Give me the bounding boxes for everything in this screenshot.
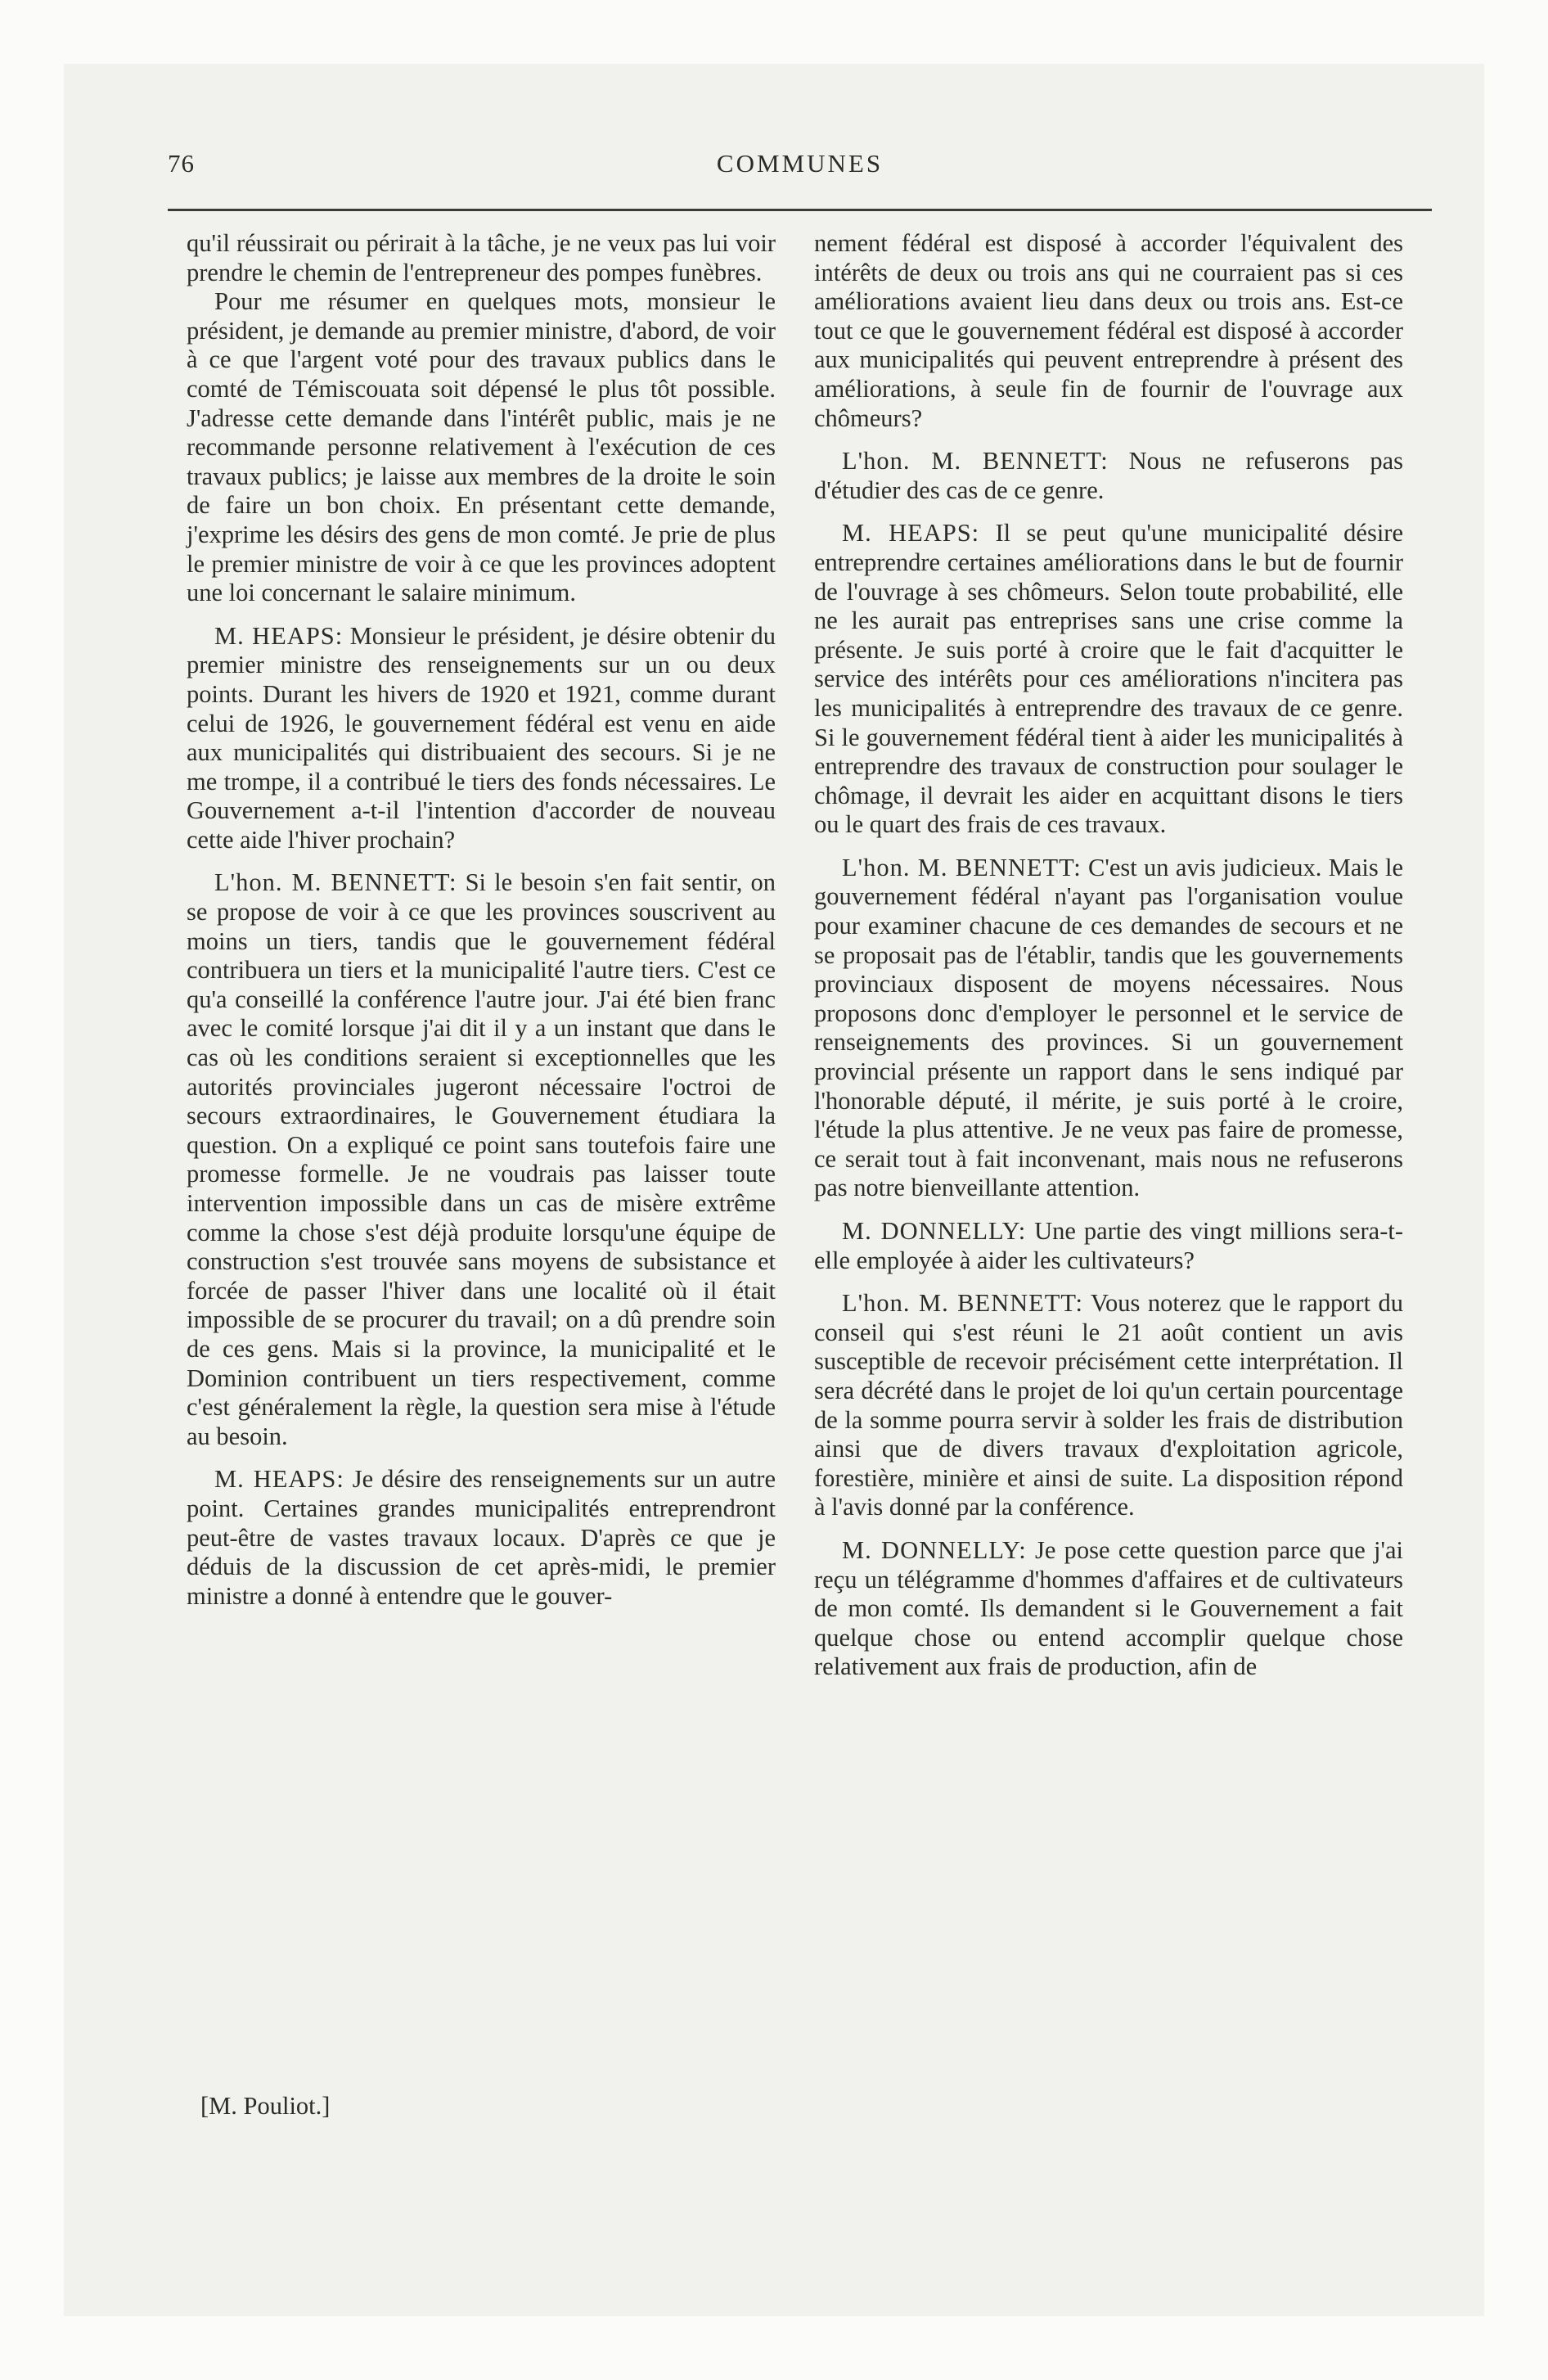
paragraph <box>187 287 776 608</box>
paragraph-text: C'est un avis judicieux. Mais le gouvernement fédéral n'ayant pas l'organisation voulue pour examiner chacune de ces demandes de secours et ne se proposait pas de l'établir, tandis que les gouvernements provinciaux disposent de moyens nécessaires. Nous proposons donc d'employer le personnel et le service de renseignements des provinces. Si un gouvernement provincial présente un rapport dans le sens indiqué par l'honorable député, il mérite, je suis porté à le croire, l'étude la plus attentive. Je ne veux pas faire de promesse, ce serait tout à fait inconvenant, mais nous ne refuserons pas notre bienveillante attention. <box>814 853 1404 1202</box>
right-column <box>814 229 1403 1682</box>
speaker-name: L'hon. M. BENNETT: <box>842 447 1109 476</box>
paragraph <box>187 1465 776 1611</box>
speaker-attribution: [M. Pouliot.] <box>200 2092 331 2120</box>
paragraph-text: qu'il réussirait ou périrait à la tâche, je ne veux pas lui voir prendre le chemin de l'entrepreneur des pompes funèbres. <box>187 229 776 286</box>
speaker-name: M. HEAPS: <box>214 1465 344 1494</box>
speaker-name: L'hon. M. BENNETT: <box>842 1289 1084 1318</box>
paragraph <box>187 622 776 855</box>
paragraph-text: Monsieur le président, je désire obtenir du premier ministre des renseignements sur un ou deux points. Durant les hivers de 1920 et 1921, comme durant celui de 1926, le gouvernement fédéral est venu en aide aux municipalités qui distribuaient des secours. Si je ne me trompe, il a contribué le tiers des fonds nécessaires. Le Gouvernement a-t-il l'intention d'accorder de nouveau cette aide l'hiver prochain? <box>187 621 776 854</box>
speaker-name: L'hon. M. BENNETT: <box>214 868 457 897</box>
paragraph <box>814 447 1403 505</box>
paragraph-text: nement fédéral est disposé à accorder l'équivalent des intérêts de deux ou trois ans qui ne courraient pas si ces améliorations avaient lieu dans deux ou trois ans. Est-ce tout ce que le gouvernement fédéral est disposé à accorder aux municipalités qui peuvent entreprendre à présent des améliorations, à seule fin de fournir de l'ouvrage aux chômeurs? <box>814 229 1403 432</box>
paragraph <box>814 1217 1403 1275</box>
speaker-name: M. DONNELLY: <box>842 1217 1027 1245</box>
page-number: 76 <box>168 149 195 178</box>
paragraph-text: Vous noterez que le rapport du conseil qui s'est réuni le 21 août contient un avis susceptible de recevoir précisément cette interprétation. Il sera décrété dans le projet de loi qu'un certain pourcentage de la somme pourra servir à solder les frais de distribution ainsi que de divers travaux d'exploitation agricole, forestière, minière et ainsi de suite. La disposition répond à l'avis donné par la conférence. <box>814 1289 1403 1521</box>
paragraph <box>814 1289 1403 1522</box>
paragraph <box>187 868 776 1451</box>
paragraph-text: Si le besoin s'en fait sentir, on se propose de voir à ce que les provinces souscrivent au moins un tiers, tandis que le gouvernement fédéral contribuera un tiers et la municipalité l'autre tiers. C'est ce qu'a conseillé la conférence l'autre jour. J'ai été bien franc avec le comité lorsque j'ai dit il y a un instant que dans le cas où les conditions seraient si exceptionnelles que les autorités provinciales jugeront nécessaire l'octroi de secours extraordinaires, le Gouvernement étudiara la question. On a expliqué ce point sans toutefois faire une promesse formelle. Je ne voudrais pas laisser toute intervention impossible dans un cas de misère extrême comme la chose s'est déjà produite lorsqu'une équipe de construction s'est trouvée sans moyens de subsistance et forcée de passer l'hiver dans une localité où il était impossible de se procurer du travail; on a dû prendre soin de ces gens. Mais si la province, la municipalité et le Dominion contribuent un tiers respectivement, comme c'est généralement la règle, la question sera mise à l'étude au besoin. <box>187 868 776 1450</box>
paragraph <box>814 1536 1403 1682</box>
paragraph-text: Je désire des renseignements sur un autre point. Certaines grandes municipalités entreprendront peut-être de vastes travaux locaux. D'après ce que je déduis de la discussion de cet après-midi, le premier ministre a donné à entendre que le gouver- <box>187 1465 776 1610</box>
speaker-name: M. DONNELLY: <box>842 1535 1027 1564</box>
paragraph-text: Une partie des vingt millions sera-t-elle employée à aider les cultivateurs? <box>814 1217 1403 1274</box>
paragraph <box>187 229 776 287</box>
header-rule <box>168 209 1432 211</box>
speaker-name: M. HEAPS: <box>214 621 344 650</box>
speaker-name: L'hon. M. BENNETT: <box>842 853 1082 881</box>
paragraph-text: Il se peut qu'une municipalité désire entreprendre certaines améliorations dans le but de fournir de l'ouvrage à ses chômeurs. Selon toute probabilité, elle ne les aurait pas entreprises sans une crise comme la présente. Je suis porté à croire que le fait d'acquitter le service des intérêts pour ces améliorations n'incitera pas les municipalités à entreprendre des travaux de ce genre. Si le gouvernement fédéral tient à aider les municipalités à entreprendre des travaux de construction pour soulager le chômage, il devrait les aider en acquittant disons le tiers ou le quart des frais de ces travaux. <box>814 519 1403 839</box>
paragraph <box>814 854 1403 1203</box>
paragraph <box>814 519 1403 840</box>
running-title: COMMUNES <box>716 149 884 178</box>
paragraph-text: Je pose cette question parce que j'ai reçu un télégramme d'hommes d'affaires et de cultivateurs de mon comté. Ils demandent si le Gouvernement a fait quelque chose ou entend accomplir quelque chose relativement aux frais de production, afin de <box>814 1535 1404 1681</box>
paragraph-text: Pour me résumer en quelques mots, monsieur le président, je demande au premier ministre, d'abord, de voir à ce que l'argent voté pour des travaux publics dans le comté de Témiscouata soit dépensé le plus tôt possible. J'adresse cette demande dans l'intérêt public, mais je ne recommande personne relativement à l'exécution de ces travaux publics; je laisse aux membres de la droite le soin de faire un bon choix. En présentant cette demande, j'exprime les désirs des gens de mon comté. Je prie de plus le premier ministre de voir à ce que les provinces adoptent une loi concernant le salaire minimum. <box>187 287 776 607</box>
paragraph-text: Nous ne refuserons pas d'étudier des cas de ce genre. <box>814 447 1404 504</box>
page-header <box>168 149 1432 198</box>
speaker-name: M. HEAPS: <box>842 519 980 548</box>
left-column <box>187 229 776 1611</box>
paragraph <box>814 229 1403 433</box>
